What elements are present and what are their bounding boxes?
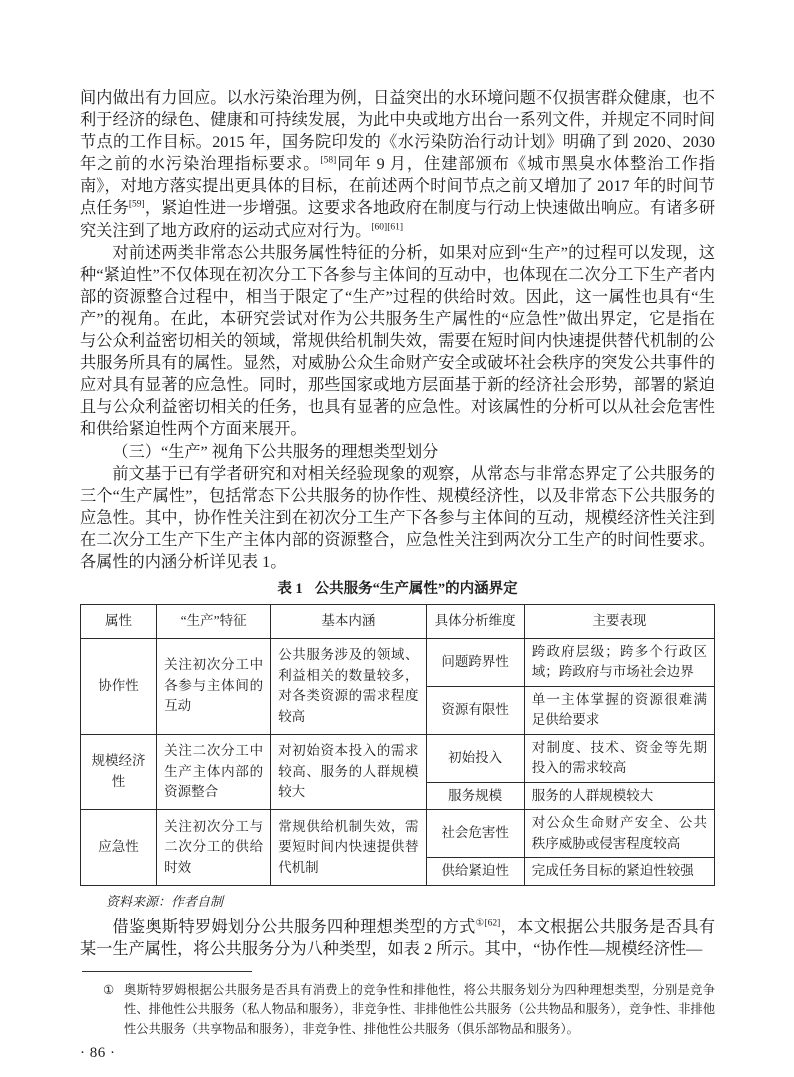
production-attributes-table xyxy=(80,604,715,886)
manifestation-cell: 单一主体掌握的资源很难满足供给要求 xyxy=(524,686,714,734)
attribute-cell: 协作性 xyxy=(81,638,157,734)
feature-cell: 关注初次分工与二次分工的供给时效 xyxy=(157,810,271,886)
attribute-cell: 应急性 xyxy=(81,810,157,886)
page-number: · 86 · xyxy=(80,1045,116,1062)
attribute-cell: 规模经济性 xyxy=(81,734,157,810)
dimension-cell: 服务规模 xyxy=(426,782,524,810)
paragraph-ostrom-typology: 借鉴奥斯特罗姆划分公共服务四种理想类型的方式$^{①[62]}$，本文根据公共服务是否具有某一生产属性，将公共服务分为八种类型，如表 2 所示。其中，“协作性—规模经济性— xyxy=(80,917,716,958)
column-header-manifestation: 主要表现 xyxy=(524,605,714,639)
feature-cell: 关注初次分工中各参与主体间的互动 xyxy=(157,638,271,734)
paragraph-three-attributes: 前文基于已有学者研究和对相关经验现象的观察，从常态与非常态界定了公共服务的三个“生产属性”，包括常态下公共服务的协作性、规模经济性，以及非常态下公共服务的应急性。其中，协作性关注到在初次分工生产下各参与主体间的互动，规模经济性关注到在二次分工生产下生产主体内部的资源整合，应急性关注到两次分工生产的时间性要求。各属性的内涵分析详见表 1。 xyxy=(80,464,715,571)
manifestation-cell: 跨政府层级；跨多个行政区域；跨政府与市场社会边界 xyxy=(524,638,714,686)
connotation-cell: 常规供给机制失效，需要短时间内快速提供替代机制 xyxy=(271,810,426,886)
dimension-cell: 资源有限性 xyxy=(426,686,524,734)
paragraph-urgency-analysis: 对前述两类非常态公共服务属性特征的分析，如果对应到“生产”的过程可以发现，这种“紧迫性”不仅体现在初次分工下各参与主体间的互动中，也体现在二次分工下生产者内部的资源整合过程中，相当于限定了“生产”过程的供给时效。因此，这一属性也具有“生产”的视角。在此，本研究尝试对作为公共服务生产属性的“应急性”做出界定，它是指在与公众利益密切相关的领域，常规供给机制失效，需要在短时间内快速提供替代机制的公共服务所具有的属性。显然，对威胁公众生命财产安全或破坏社会秩序的突发公共事件的应对具有显著的应急性。同时，那些国家或地方层面基于新的经济社会形势，部署的紧迫且与公众利益密切相关的任务，也具有显著的应急性。对该属性的分析可以从社会危害性和供给紧迫性两个方面来展开。 xyxy=(80,243,715,439)
column-header-dimension: 具体分析维度 xyxy=(426,605,524,639)
connotation-cell: 对初始资本投入的需求较高、服务的人群规模较大 xyxy=(271,734,426,810)
table-row xyxy=(81,638,715,686)
table-caption-text: 公共服务“生产属性”的内涵界定 xyxy=(314,581,518,598)
manifestation-cell: 完成任务目标的紧迫性较强 xyxy=(524,858,714,886)
manifestation-cell: 对制度、技术、资金等先期投入的需求较高 xyxy=(524,734,714,782)
footnote xyxy=(103,981,715,1040)
dimension-cell: 初始投入 xyxy=(426,734,524,782)
manifestation-cell: 对公众生命财产安全、公共秩序威胁或侵害程度较高 xyxy=(524,810,714,858)
connotation-cell: 公共服务涉及的领域、利益相关的数量较多，对各类资源的需求程度较高 xyxy=(271,638,426,734)
dimension-cell: 问题跨界性 xyxy=(426,638,524,686)
table-row xyxy=(81,810,715,858)
dimension-cell: 社会危害性 xyxy=(426,810,524,858)
table-header-row xyxy=(81,605,715,639)
dimension-cell: 供给紧迫性 xyxy=(426,858,524,886)
footnote-text: 奥斯特罗姆根据公共服务是否具有消费上的竞争性和排他性，将公共服务划分为四种理想类型，分别是竞争性、排他性公共服务（私人物品和服务），非竞争性、非排他性公共服务（公共物品和服务），竞争性、非排他性公共服务（共享物品和服务），非竞争性、排他性公共服务（俱乐部物品和服务）。 xyxy=(124,982,715,1036)
footnote-marker: ① xyxy=(103,982,115,997)
footnote-divider xyxy=(82,971,252,972)
table-row xyxy=(81,734,715,782)
table-label: 表 1 xyxy=(277,581,303,598)
column-header-feature: “生产”特征 xyxy=(157,605,271,639)
column-header-connotation: 基本内涵 xyxy=(271,605,426,639)
section-heading: （三）“生产” 视角下公共服务的理想类型划分 xyxy=(112,442,439,461)
paragraph-continuation: 间内做出有力回应。以水污染治理为例，日益突出的水环境问题不仅损害群众健康，也不利于经济的绿色、健康和可持续发展，为此中央或地方出台一系列文件，并规定不同时间节点的工作目标。2015 年，国务院印发的《水污染防治行动计划》明确了到 2020、2030 年之前的水污染治理指标要求。[58]同年 9 月，住建部颁布《城市黑臭水体整治工作指南》，对地方落实提出更具体的目标，在前述两个时间节点之前又增加了 2017 年的时间节点任务[59]，紧迫性进一步增强。这要求各地政府在制度与行动上快速做出响应。有诸多研究关注到了地方政府的运动式应对行为。[60][61] xyxy=(80,89,716,240)
manifestation-cell: 服务的人群规模较大 xyxy=(524,782,714,810)
table-source-note: 资料来源：作者自制 xyxy=(106,893,224,909)
column-header-attribute: 属性 xyxy=(81,605,157,639)
feature-cell: 关注二次分工中生产主体内部的资源整合 xyxy=(157,734,271,810)
table-caption xyxy=(80,580,715,598)
